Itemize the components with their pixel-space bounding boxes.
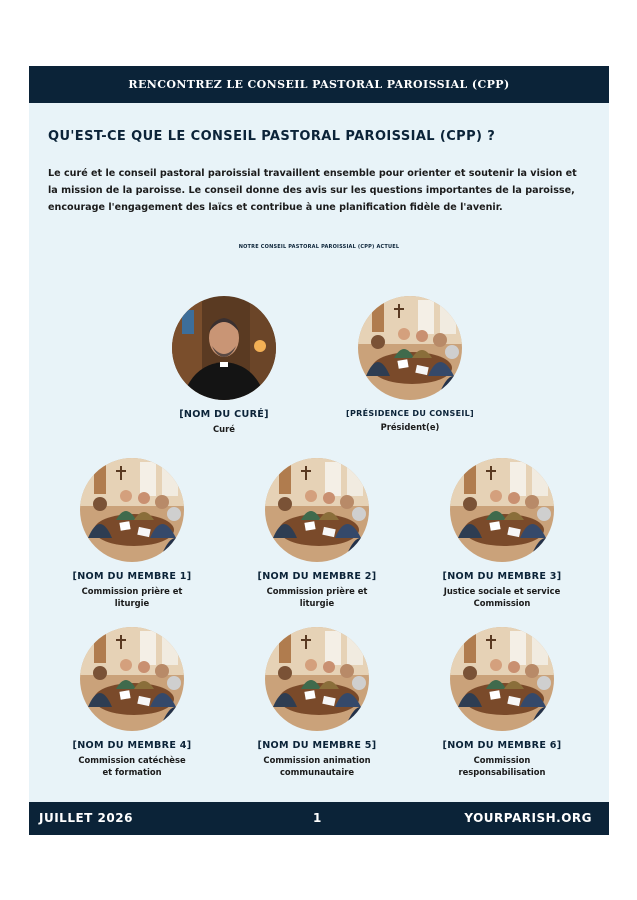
- member-photo: [450, 458, 554, 562]
- member-photo: [80, 458, 184, 562]
- member-photo: [450, 627, 554, 731]
- member-name: [NOM DU MEMBRE 4]: [72, 740, 192, 751]
- website-link[interactable]: YOURPARISH.ORG: [464, 811, 592, 825]
- member-name: [NOM DU MEMBRE 5]: [257, 740, 377, 751]
- member-role: Commission animation communautaire: [263, 755, 371, 777]
- member-card-5: [232, 627, 402, 778]
- intro-paragraph: Le curé et le conseil pastoral paroissial travaillent ensemble pour orienter et soutenir la vision et la mission de la paroisse. Le conseil donne des avis sur les questions importantes de la paroisse, encourage l'engagement des laïcs et contribue à une planification fidèle de l'avenir.: [48, 168, 577, 213]
- member-name: [NOM DU MEMBRE 6]: [442, 740, 562, 751]
- page-footer: [29, 802, 609, 835]
- member-card-3: [417, 458, 587, 609]
- member-role: Justice sociale et service Commission: [443, 586, 561, 608]
- newsletter-page: [29, 66, 609, 835]
- member-photo: [265, 458, 369, 562]
- leader-name: [NOM DU CURÉ]: [179, 409, 269, 420]
- member-name: [NOM DU MEMBRE 1]: [72, 571, 192, 582]
- member-card-2: [232, 458, 402, 609]
- member-name: [NOM DU MEMBRE 2]: [257, 571, 377, 582]
- leader-role: Curé: [213, 424, 235, 434]
- member-name: [NOM DU MEMBRE 3]: [442, 571, 562, 582]
- president-photo: [358, 296, 462, 400]
- member-role: Commission catéchèse et formation: [78, 755, 186, 777]
- section-heading: QU'EST-CE QUE LE CONSEIL PASTORAL PAROISSIAL (CPP) ?: [48, 129, 496, 144]
- member-photo: [80, 627, 184, 731]
- banner-title: RENCONTREZ LE CONSEIL PASTORAL PAROISSIAL (CPP): [128, 78, 510, 91]
- member-card-1: [47, 458, 217, 609]
- leader-card-pastor: [139, 296, 309, 435]
- council-caption: NOTRE CONSEIL PASTORAL PAROISSIAL (CPP) ACTUEL: [238, 244, 400, 250]
- footer-date: JUILLET 2026: [39, 811, 133, 825]
- leader-role: Président(e): [380, 422, 440, 432]
- leader-name: [PRÉSIDENCE DU CONSEIL]: [346, 409, 474, 418]
- page-number: 1: [313, 811, 322, 825]
- member-card-4: [47, 627, 217, 778]
- pastor-photo: [172, 296, 276, 400]
- leader-card-president: [325, 296, 495, 433]
- member-card-6: [417, 627, 587, 778]
- member-photo: [265, 627, 369, 731]
- page-banner: [29, 66, 609, 103]
- member-role: Commission responsabilisation: [458, 755, 546, 777]
- member-role: Commission prière et liturgie: [266, 586, 368, 608]
- member-role: Commission prière et liturgie: [81, 586, 183, 608]
